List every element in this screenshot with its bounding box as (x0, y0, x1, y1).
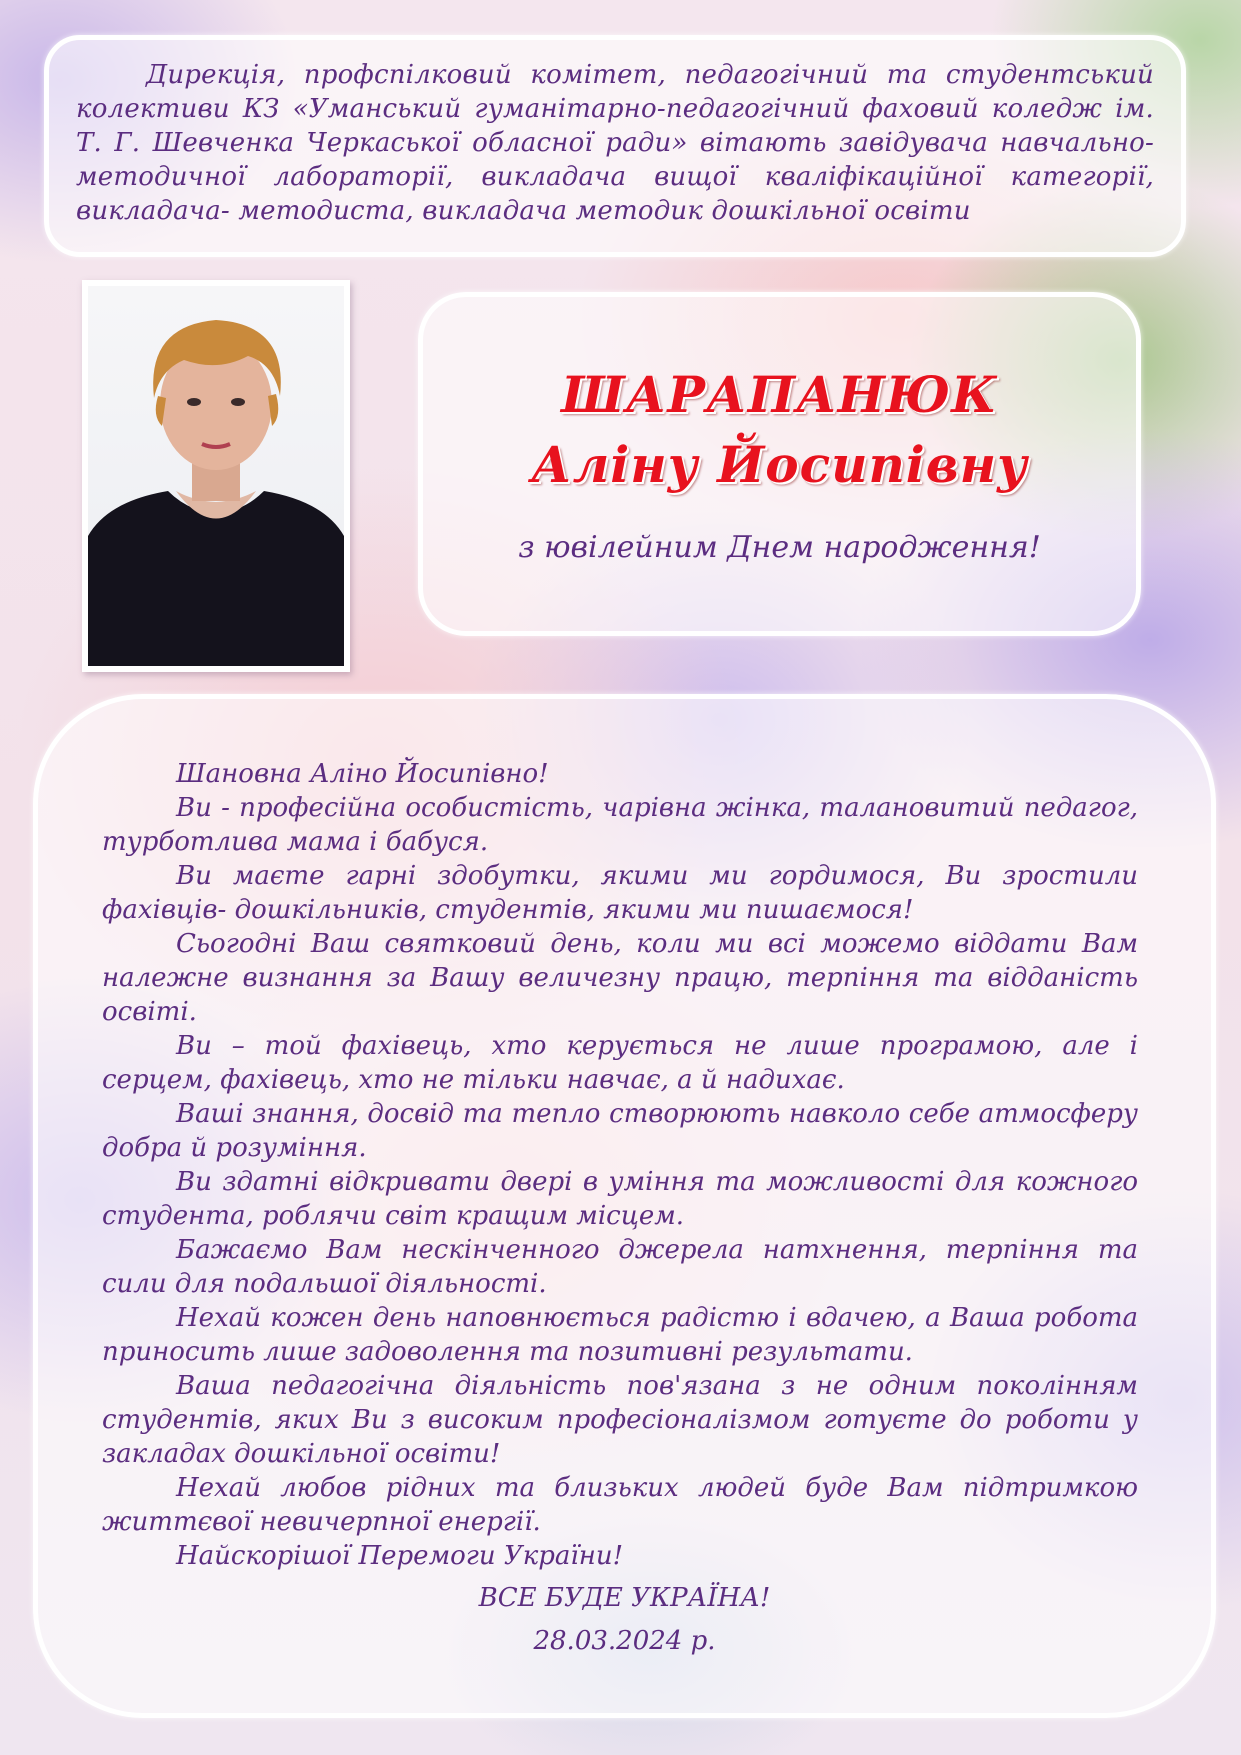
message-paragraph: Ваші знання, досвід та тепло створюють навколо себе атмосферу добра й розуміння. (102, 1099, 1138, 1163)
message-greeting: Шановна Аліно Йосипівно! (176, 759, 549, 789)
message-paragraph: Ви маєте гарні здобутки, якими ми гордимося, Ви зростили фахівців- дошкільників, студентів, якими ми пишаємося! (102, 861, 1138, 925)
message-paragraph: Ваша педагогічна діяльність пов'язана з не одним поколінням студентів, яких Ви з високим професіоналізмом готуєте до роботи у закладах дошкільної освіти! (102, 1371, 1138, 1469)
occasion-text: з ювілейним Днем народження! (518, 530, 1041, 565)
message-date: 28.03.2024 р. (533, 1626, 716, 1656)
portrait-photo (88, 286, 344, 666)
message-body (102, 757, 1138, 1573)
message-paragraph: Ви - професійна особистість, чарівна жінка, талановитий педагог, турботлива мама і бабуся. (102, 793, 1138, 857)
message-paragraph: Нехай кожен день наповнюється радістю і вдачею, а Ваша робота приносить лише задоволення та позитивні результати. (102, 1303, 1138, 1367)
closing-slogan: ВСЕ БУДЕ УКРАЇНА! (478, 1583, 771, 1613)
portrait-photo-frame (82, 280, 350, 672)
message-paragraph: Сьогодні Ваш святковий день, коли ми всі можемо віддати Вам належне визнання за Вашу величезну працю, терпіння та відданість освіті. (102, 929, 1138, 1027)
message-paragraph: Нехай любов рідних та близьких людей буде Вам підтримкою життєвої невичерпної енергії. (102, 1473, 1138, 1537)
message-paragraph: Бажаємо Вам нескінченного джерела натхнення, терпіння та сили для подальшої діяльності. (102, 1235, 1138, 1299)
honoree-surname: ШАРАПАНЮК (561, 365, 998, 424)
honoree-given-name: Аліну Йосипівну (530, 435, 1028, 494)
header-greeting-text: Дирекція, профспілковий комітет, педагогічний та студентський колективи КЗ «Уманський гуманітарно-педагогічний фаховий коледж ім. Т. Г. Шевченка Черкаської обласної ради» вітають завідувача навчально- методичної лабораторії, викладача вищої кваліфікаційної категорії, викладача- методиста, викладача методик дошкільної освіти (76, 60, 1154, 226)
message-paragraph: Найскорішої Перемоги України! (176, 1541, 624, 1571)
message-paragraph: Ви – той фахівець, хто керується не лише програмою, але і серцем, фахівець, хто не тільки навчає, а й надихає. (102, 1031, 1138, 1095)
portrait-illustration (88, 286, 344, 666)
message-paragraph: Ви здатні відкривати двері в уміння та можливості для кожного студента, роблячи світ кращим місцем. (102, 1167, 1138, 1231)
